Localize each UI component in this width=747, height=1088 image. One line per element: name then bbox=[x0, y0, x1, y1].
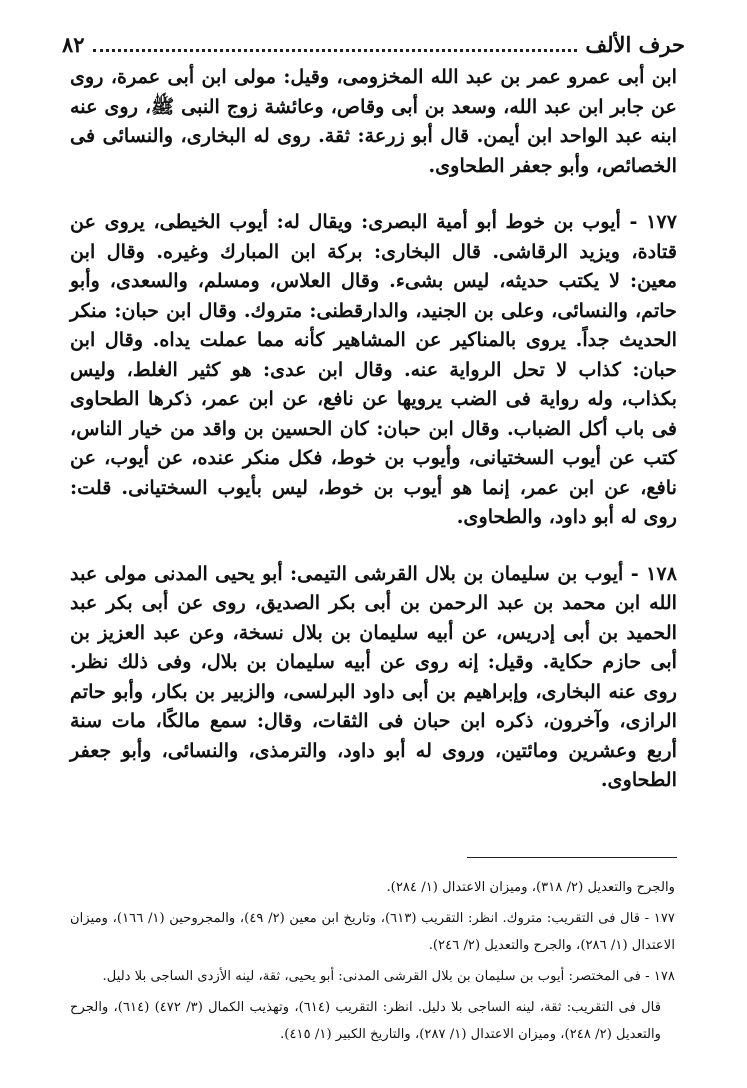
page-header bbox=[62, 28, 685, 60]
paragraph-continuation: ابن أبى عمرو عمر بن عبد الله المخزومى، وقيل: مولى ابن أبى عمرة، روى عن جابر ابن عبد الله، وسعد بن أبى وقاص، وعائشة زوج النبى ﷺ، روى عنه ابنه عبد الواحد ابن أيمن. قال أبو زرعة: ثقة. روى له البخارى، والنسائى فى الخصائص، وأبو جعفر الطحاوى. bbox=[70, 65, 677, 177]
entry-177: ١٧٧ - أيوب بن خوط أبو أمية البصرى: ويقال له: أيوب الخيطى، يروى عن قتادة، ويزيد الرقاشى. قال البخارى: بركة ابن المبارك وغيره. وقال ابن معين: لا يكتب حديثه، ليس بشىء. وقال العلاس، ومسلم، والسعدى، وأبو حاتم، والنسائى، وعلى بن الجنيد، والدارقطنى: متروك. وقال ابن حبان: منكر الحديث جداً. يروى بالمناكير عن المشاهير كأنه مما عملت يداه. وقال ابن حبان: كذاب لا تحل الرواية عنه. وقال ابن عدى: هو كثير الغلط، وليس بكذاب، وله رواية فى الضب يرويها عن نافع، عن ابن عمر، ذكرها الطحاوى فى باب أكل الضباب. وقال ابن حبان: كان الحسين بن واقد من خيار الناس، كتب عن أيوب السختيانى، وأيوب بن خوط، فكل منكر عنده، عن أيوب، عن نافع، عن ابن عمر، إنما هو أيوب بن خوط، ليس بأيوب السختيانى. قلت: روى له أبو داود، والطحاوى. bbox=[70, 210, 677, 528]
header-dotted-leader bbox=[93, 49, 578, 52]
footnote-separator bbox=[467, 857, 677, 858]
footnote-178: ١٧٨ - فى المختصر: أيوب بن سليمان بن بلال القرشى المدنى: أبو يحيى، ثقة، لينه الأزدى الساجى بلا دليل. bbox=[102, 969, 675, 984]
chapter-title: حرف الألف bbox=[585, 31, 685, 57]
footnote-continuation: والجرح والتعديل (٢/ ٣١٨)، وميزان الاعتدال (١/ ٢٨٤). bbox=[386, 880, 675, 895]
footnotes bbox=[70, 874, 675, 1052]
footnote-178-continued: قال فى التقريب: ثقة، لينه الساجى بلا دليل. انظر: التقريب (٦١٤)، وتهذيب الكمال (٣/ ٤٧٢) (٦١٤)، والجرح والتعديل (٢/ ٢٤٨)، وميزان الاعتدال (١/ ٢٨٧)، والتاريخ الكبير (١/ ٤١٥). bbox=[70, 1000, 662, 1042]
footnote-177: ١٧٧ - قال فى التقريب: متروك. انظر: التقريب (٦١٣)، وتاريخ ابن معين (٢/ ٤٩)، والمجروحين (١/ ١٦٦)، وميزان الاعتدال (١/ ٢٨٦)، والجرح والتعديل (٢/ ٢٤٦). bbox=[70, 911, 676, 953]
page-number: ٨٢ bbox=[62, 31, 85, 57]
entry-178: ١٧٨ - أيوب بن سليمان بن بلال القرشى التيمى: أبو يحيى المدنى مولى عبد الله ابن محمد بن عبد الرحمن بن أبى بكر الصديق، روى عن أبى بكر عبد الحميد بن أبى إدريس، عن أبيه سليمان بن بلال نسخة، وعن عبد العزيز بن أبى حازم حكاية. وقيل: إنه روى عن أبيه سليمان بن بلال، وفى ذلك نظر. روى عنه البخارى، وإبراهيم بن أبى داود البرلسى، والزبير بن بكار، وأبو حاتم الرازى، وآخرون، ذكره ابن حبان فى الثقات، وقال: سمع مالكًا، مات سنة أربع وعشرين ومائتين، وروى له أبو داود، والترمذى، والنسائى، وأبو جعفر الطحاوى. bbox=[70, 561, 677, 791]
main-text bbox=[70, 62, 677, 795]
